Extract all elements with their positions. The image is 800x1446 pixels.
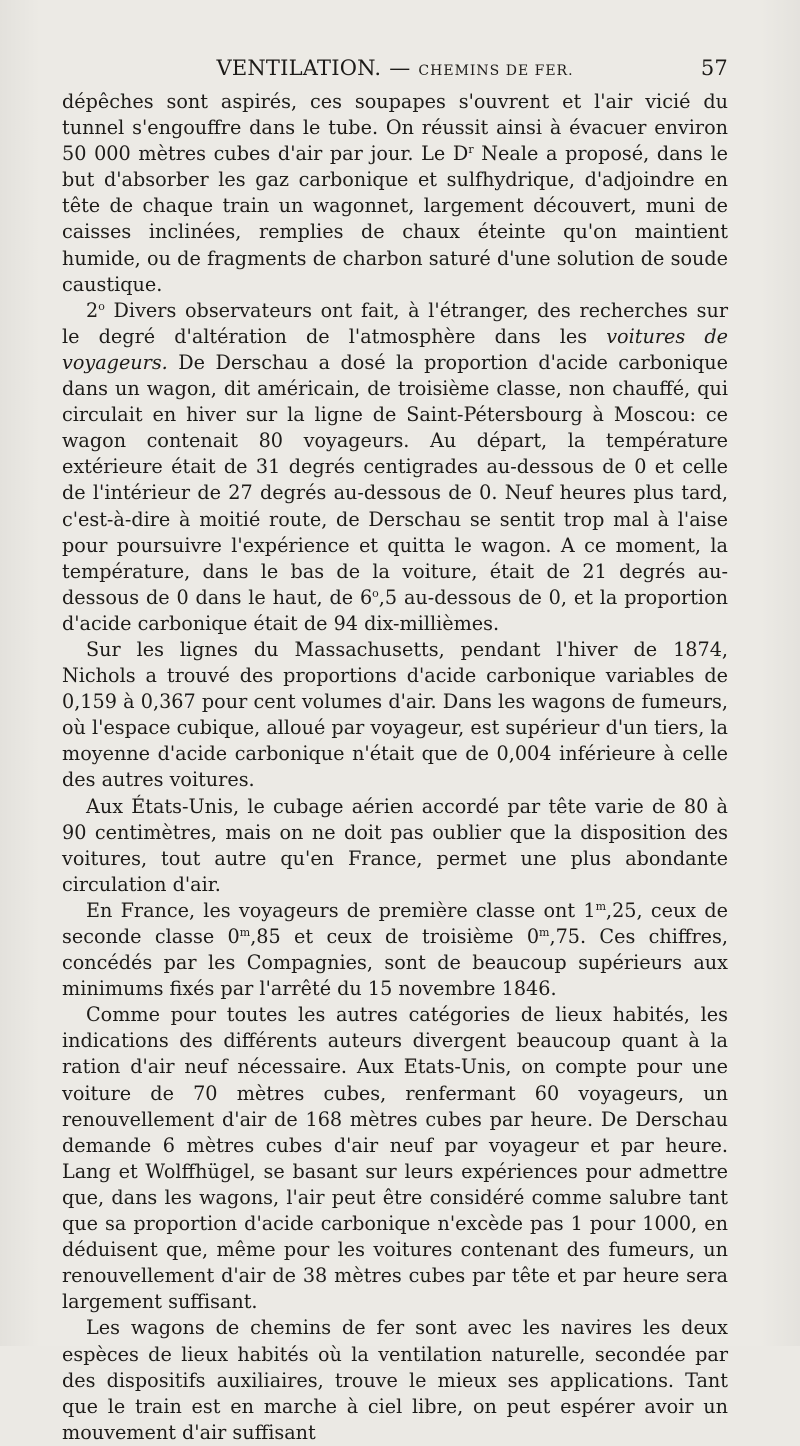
header-dash: —	[389, 56, 411, 80]
text-run: ,75. Ces chiffres, concédés par les Compagnies, sont de beaucoup supérieurs aux minimums fixés par l'arrêté du 15 novembre 1846.	[62, 925, 728, 1001]
superscript: m	[539, 926, 550, 939]
page-number: 57	[700, 56, 728, 80]
superscript: m	[239, 926, 251, 939]
text-run: De Derschau a dosé la proportion d'acide carbonique dans un wagon, dit américain, de troisième classe, non chauffé, qui circulait en hiver sur la ligne de Saint-Pétersbourg à Moscou: ce wagon contenait 80 voyageurs. Au départ, la température extérieure était de 31 degrés centigrades au-dessous de 0 et celle de l'intérieur de 27 degrés au-dessous de 0. Neuf heures plus tard, c'est-à-dire à moitié route, de Derschau se sentit trop mal à l'aise pour poursuivre l'expérience et quitta le wagon. A ce moment, la température, dans le bas de la voiture, était de 21 degrés au-dessous de 0 dans le haut, de 6	[62, 350, 728, 609]
superscript: m	[595, 899, 606, 913]
text-run: En France, les voyageurs de première classe ont 1	[86, 898, 596, 922]
header-title: VENTILATION.	[216, 56, 382, 80]
paragraph	[62, 637, 728, 794]
superscript: r	[468, 143, 474, 157]
text-run: 2	[86, 298, 99, 322]
body-text	[62, 89, 728, 1446]
paragraph	[62, 794, 728, 898]
text-run: Comme pour toutes les autres catégories de lieux habités, les indications des différents auteurs divergent beaucoup quant à la ration d'air neuf nécessaire. Aux Etats-Unis, on compte pour une voiture de 70 mètres cubes, renfermant 60 voyageurs, un renouvellement d'air de 168 mètres cubes par heure. De Derschau demande 6 mètres cubes d'air neuf par voyageur et par heure. Lang et Wolffhügel, se basant sur leurs expériences pour admettre que, dans les wagons, l'air peut être considéré comme salubre tant que sa proportion d'acide carbonique n'excède pas 1 pour 1000, en déduisent que, même pour les voitures contenant des fumeurs, un renouvellement d'air de 38 mètres cubes par tête et par heure sera largement suffisant.	[62, 1003, 728, 1314]
running-header	[62, 56, 728, 86]
text-run: Sur les lignes du Massachusetts, pendant l'hiver de 1874, Nichols a trouvé des proportions d'acide carbonique variables de 0,159 à 0,367 pour cent volumes d'air. Dans les wagons de fumeurs, où l'espace cubique, alloué par voyageur, est supérieur d'un tiers, la moyenne d'acide carbonique n'était que de 0,004 inférieure à celle des autres voitures.	[62, 637, 728, 792]
text-run: Aux États-Unis, le cubage aérien accordé par tête varie de 80 à 90 centimètres, mais on ne doit pas oublier que la disposition des voitures, tout autre qu'en France, permet une plus abondante circulation d'air.	[62, 794, 728, 896]
paragraph	[62, 1002, 728, 1315]
paragraph	[62, 898, 728, 1002]
paragraph	[62, 1315, 728, 1445]
superscript: o	[372, 586, 379, 600]
text-run: Les wagons de chemins de fer sont avec les navires les deux espèces de lieux habités où la ventilation naturelle, secondée par des dispositifs auxiliaires, trouve le mieux ses applications. Tant que le train est en marche à ciel libre, on peut espérer avoir un mouvement d'air suffisant	[62, 1316, 728, 1444]
text-run: dépêches sont aspirés, ces soupapes s'ouvrent et l'air vicié du tunnel s'engouffre dans le tube. On réussit ainsi à évacuer environ 50 000 mètres cubes d'air par jour. Le D	[62, 90, 728, 166]
text-run: Divers observateurs ont fait, à l'étranger, des recherches sur le degré d'altération de l'atmosphère dans les	[62, 298, 728, 348]
header-center	[62, 56, 728, 80]
paragraph	[62, 89, 728, 298]
superscript: o	[98, 299, 105, 313]
italic-text: voitures de voyageurs.	[62, 324, 728, 374]
text-run: ,25, ceux de seconde classe 0	[62, 898, 728, 948]
text-run: Neale a proposé, dans le but d'absorber les gaz carbonique et sulfhydrique, d'adjoindre en tête de chaque train un wagonnet, largement découvert, muni de caisses inclinées, remplies de chaux éteinte qu'on maintient humide, ou de fragments de charbon saturé d'une solution de soude caustique.	[62, 142, 728, 296]
text-run: ,85 et ceux de troisième 0	[250, 925, 540, 948]
header-subtitle: CHEMINS DE FER.	[418, 63, 574, 79]
text-run: ,5 au-dessous de 0, et la proportion d'acide carbonique était de 94 dix-millièmes.	[62, 585, 728, 635]
paragraph	[62, 298, 728, 637]
